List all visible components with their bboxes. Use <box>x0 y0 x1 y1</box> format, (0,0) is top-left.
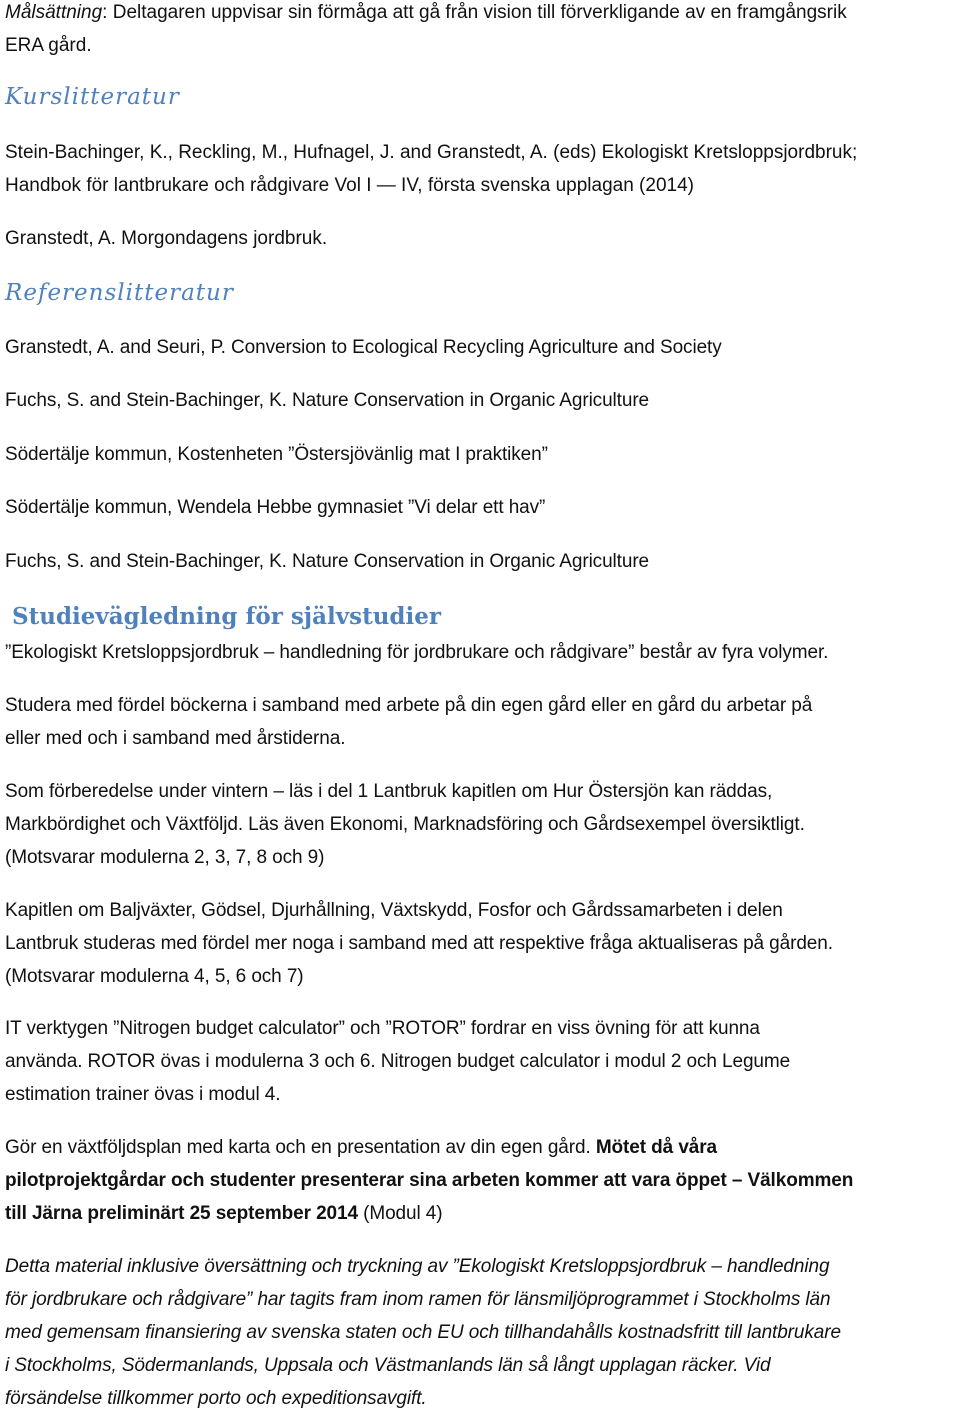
plain-text: (Modul 4) <box>357 1203 443 1224</box>
paragraph-line: (Motsvarar modulerna 2, 3, 7, 8 och 9) <box>5 847 325 868</box>
paragraph-line: försändelse tillkommer porto och expeditionsavgift. <box>5 1388 427 1409</box>
reference-item: Fuchs, S. and Stein-Bachinger, K. Nature Conservation in Organic Agriculture <box>5 390 650 411</box>
reference-item: Fuchs, S. and Stein-Bachinger, K. Nature Conservation in Organic Agriculture <box>5 551 650 572</box>
funding-note-paragraph <box>5 1250 841 1415</box>
study-guide-paragraph-2 <box>5 689 812 755</box>
goal-paragraph <box>5 0 847 62</box>
study-guide-paragraph-6 <box>5 1131 853 1230</box>
bold-text: till Järna preliminärt 25 september 2014 <box>5 1203 358 1224</box>
goal-label: Målsättning <box>5 2 103 23</box>
paragraph-line: (Motsvarar modulerna 4, 5, 6 och 7) <box>5 966 304 987</box>
reference-item: Södertälje kommun, Wendela Hebbe gymnasiet ”Vi delar ett hav” <box>5 497 546 518</box>
reference-literature-heading: Referenslitteratur <box>5 280 234 306</box>
paragraph-line: använda. ROTOR övas i modulerna 3 och 6. Nitrogen budget calculator i modul 2 och Legume <box>5 1051 791 1072</box>
paragraph-line: Studera med fördel böckerna i samband med arbete på din egen gård eller en gård du arbetar på <box>5 695 813 716</box>
course-literature-item: Granstedt, A. Morgondagens jordbruk. <box>5 228 328 249</box>
goal-text: : Deltagaren uppvisar sin förmåga att gå från vision till förverkligande av en framgångsrik <box>102 2 847 23</box>
study-guide-paragraph-1: ”Ekologiskt Kretsloppsjordbruk – handledning för jordbrukare och rådgivare” består av fyra volymer. <box>5 642 829 663</box>
reference-item: Södertälje kommun, Kostenheten ”Östersjövänlig mat I praktiken” <box>5 444 548 465</box>
goal-line-1 <box>5 0 847 29</box>
paragraph-line <box>5 1131 853 1164</box>
course-literature-heading: Kurslitteratur <box>5 84 180 110</box>
bold-text: Mötet då våra <box>595 1137 718 1158</box>
reference-item: Granstedt, A. and Seuri, P. Conversion to Ecological Recycling Agriculture and Society <box>5 337 722 358</box>
study-guide-paragraph-3 <box>5 775 805 874</box>
paragraph-line <box>5 1197 853 1230</box>
course-literature-item: Stein-Bachinger, K., Reckling, M., Hufnagel, J. and Granstedt, A. (eds) Ekologiskt Kretsloppsjordbruk; <box>5 142 858 163</box>
paragraph-line: med gemensam finansiering av svenska staten och EU och tillhandahålls kostnadsfritt till lantbrukare <box>5 1322 841 1343</box>
course-literature-item: Handbok för lantbrukare och rådgivare Vol I — IV, första svenska upplagan (2014) <box>5 175 694 196</box>
goal-line-2: ERA gård. <box>5 35 92 56</box>
paragraph-line: estimation trainer övas i modul 4. <box>5 1084 281 1105</box>
study-guide-paragraph-5 <box>5 1012 790 1111</box>
paragraph-line: IT verktygen ”Nitrogen budget calculator” och ”ROTOR” fordrar en viss övning för att kunna <box>5 1018 760 1039</box>
paragraph-line: pilotprojektgårdar och studenter presenterar sina arbeten kommer att vara öppet – Välkommen <box>5 1170 854 1191</box>
paragraph-line: Detta material inklusive översättning och tryckning av ”Ekologiskt Kretsloppsjordbruk – handledning <box>5 1256 830 1277</box>
paragraph-line: eller med och i samband med årstiderna. <box>5 728 346 749</box>
paragraph-line: i Stockholms, Södermanlands, Uppsala och Västmanlands län så långt upplagan räcker. Vid <box>5 1355 771 1376</box>
study-guide-paragraph-4 <box>5 894 833 993</box>
study-guide-heading: Studievägledning för självstudier <box>12 603 441 630</box>
paragraph-line: Markbördighet och Växtföljd. Läs även Ekonomi, Marknadsföring och Gårdsexempel översiktligt. <box>5 814 805 835</box>
paragraph-line: Som förberedelse under vintern – läs i del 1 Lantbruk kapitlen om Hur Östersjön kan räddas, <box>5 781 773 802</box>
plain-text: Gör en växtföljdsplan med karta och en presentation av din egen gård. <box>5 1137 596 1158</box>
paragraph-line: Kapitlen om Baljväxter, Gödsel, Djurhållning, Växtskydd, Fosfor och Gårdssamarbeten i delen <box>5 900 783 921</box>
paragraph-line: för jordbrukare och rådgivare” har tagits fram inom ramen för länsmiljöprogrammet i Stockholms län <box>5 1289 831 1310</box>
paragraph-line: Lantbruk studeras med fördel mer noga i samband med att respektive fråga aktualiseras på gården. <box>5 933 833 954</box>
